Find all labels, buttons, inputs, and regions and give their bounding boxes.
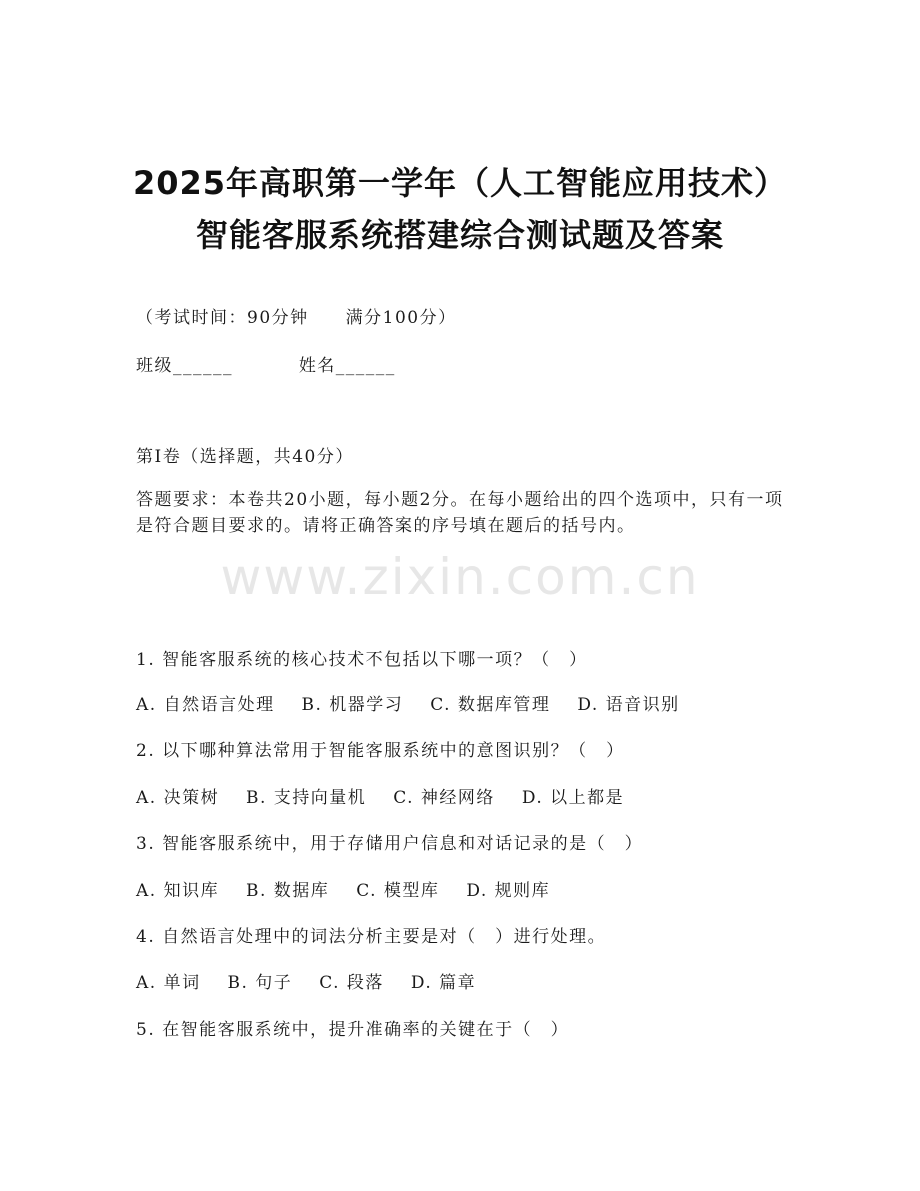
section-heading: 第I卷（选择题，共40分） [136,447,354,467]
question-3: 3. 智能客服系统中，用于存储用户信息和对话记录的是（ ） [136,834,644,854]
question-5: 5. 在智能客服系统中，提升准确率的关键在于（ ） [136,1020,570,1040]
option-c: C. 神经网络 [393,788,495,808]
option-d: D. 篇章 [410,973,477,993]
option-c: C. 模型库 [356,881,440,901]
document-title-line2: 智能客服系统搭建综合测试题及答案 [195,216,724,254]
exam-info: （考试时间：90分钟 满分100分） [136,308,457,328]
option-b: B. 句子 [227,973,293,993]
option-a: A. 知识库 [136,881,220,901]
option-a: A. 自然语言处理 [136,695,275,715]
student-info-row [136,351,396,376]
question-4-options [136,968,496,993]
option-d: D. 规则库 [466,881,551,901]
option-b: B. 机器学习 [301,695,404,715]
option-b: B. 数据库 [246,881,330,901]
question-4: 4. 自然语言处理中的词法分析主要是对（ ）进行处理。 [136,927,607,947]
option-a: A. 决策树 [136,788,220,808]
question-2: 2. 以下哪种算法常用于智能客服系统中的意图识别？（ ） [136,741,625,761]
name-field: 姓名______ [298,356,396,376]
option-c: C. 段落 [319,973,384,993]
class-field: 班级______ [136,356,233,376]
watermark: www.zixin.com.cn [220,548,700,606]
option-a: A. 单词 [136,973,201,993]
instructions: 答题要求：本卷共20小题，每小题2分。在每小题给出的四个选项中，只有一项是符合题目要求的。请将正确答案的序号填在题后的括号内。 [136,490,784,536]
question-1-options [136,690,700,715]
document-title-line1: 2025年高职第一学年（人工智能应用技术） [132,164,788,202]
question-3-options [136,876,570,901]
question-2-options [136,783,644,808]
option-c: C. 数据库管理 [430,695,551,715]
option-d: D. 语音识别 [577,695,680,715]
option-d: D. 以上都是 [521,788,625,808]
option-b: B. 支持向量机 [246,788,367,808]
question-1: 1. 智能客服系统的核心技术不包括以下哪一项？（ ） [136,650,588,670]
